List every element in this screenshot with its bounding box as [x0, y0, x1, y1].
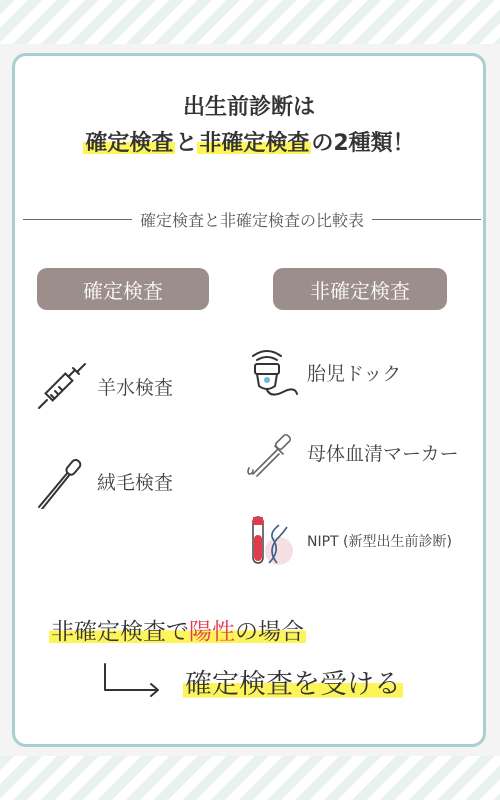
list-item-chorionic-villus: [33, 453, 173, 509]
list-item-label: NIPT (新型出生前診断): [307, 534, 452, 550]
take-definitive-test: [183, 662, 403, 701]
pipette-icon: [33, 453, 89, 509]
positive-word: 陽性: [189, 619, 235, 645]
title-line-2: [15, 126, 483, 162]
list-item-amniocentesis: [33, 358, 173, 414]
divider-left: [23, 219, 132, 220]
list-item-nipt: [243, 513, 452, 569]
ultrasound-probe-icon: [243, 344, 299, 400]
title-two-types: の2種類！: [311, 131, 415, 156]
list-item-fetal-dock: [243, 344, 401, 400]
syringe-icon: [33, 358, 89, 414]
comparison-heading-text: 確定検査と非確定検査の比較表: [140, 211, 365, 230]
non-definitive-test-pill: 非確定検査: [273, 268, 447, 310]
positive-result-line: [49, 613, 306, 646]
take-definitive-test-highlight: 確定検査を受ける: [185, 669, 401, 700]
blood-dna-icon: [243, 513, 299, 569]
bottom-stripe-decoration: [0, 756, 500, 800]
dropper-icon: [243, 424, 299, 480]
list-item-maternal-serum-marker: [243, 424, 459, 480]
definitive-test-pill: 確定検査: [37, 268, 209, 310]
positive-result-prefix: 非確定検査で: [51, 619, 189, 645]
title-and: と: [175, 131, 198, 156]
list-item-label: 母体血清マーカー: [307, 442, 459, 465]
page-title: [15, 90, 483, 162]
positive-result-highlight: [49, 619, 306, 645]
list-item-label: 絨毛検査: [97, 471, 174, 494]
title-definitive-test: 確定検査: [85, 131, 174, 156]
positive-result-suffix: の場合: [235, 619, 304, 645]
title-non-definitive-test: 非確定検査: [199, 131, 310, 156]
info-card: [12, 53, 486, 747]
comparison-heading: [23, 208, 481, 231]
divider-right: [372, 219, 481, 220]
title-line-1: 出生前診断は: [182, 95, 315, 120]
arrow-icon: [101, 660, 165, 700]
top-stripe-decoration: [0, 0, 500, 44]
list-item-label: 胎児ドック: [307, 362, 402, 385]
list-item-label: 羊水検査: [97, 376, 174, 399]
